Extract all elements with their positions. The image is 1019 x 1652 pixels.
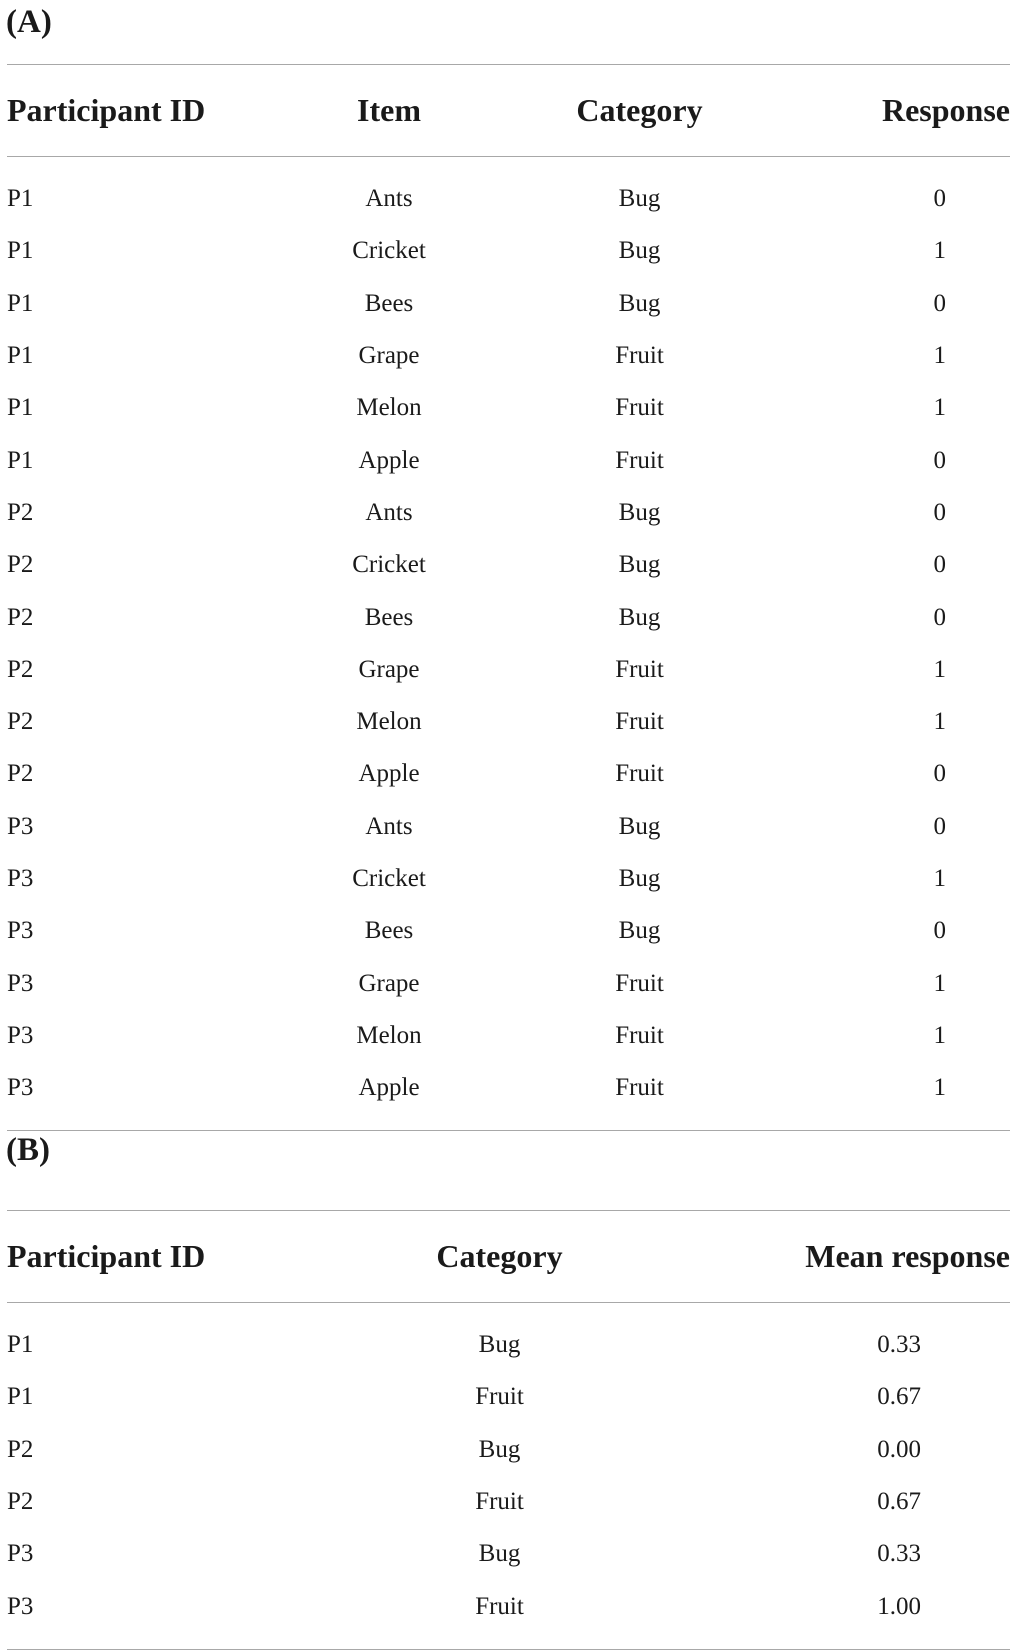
cell-response: 0 — [933, 760, 946, 788]
cell-category: Bug — [618, 603, 661, 631]
cell-item: Bees — [364, 289, 414, 317]
cell-category: Bug — [618, 498, 661, 526]
cell-response: 1 — [933, 394, 946, 422]
cell-item: Ants — [365, 498, 413, 526]
spacer-cell — [7, 1114, 1010, 1131]
spacer-row — [7, 157, 1010, 174]
cell-mean-response: 0.33 — [877, 1331, 921, 1359]
table-row — [7, 801, 1010, 853]
cell-response: 1 — [933, 969, 946, 997]
header-participant-id: Participant ID — [7, 1211, 327, 1303]
table-row — [7, 1062, 1010, 1114]
cell-participant-id: P2 — [7, 655, 34, 683]
cell-category: Bug — [618, 917, 661, 945]
cell-participant-id: P3 — [7, 917, 34, 945]
table-a-body — [7, 157, 1010, 1131]
cell-participant-id: P1 — [7, 446, 34, 474]
cell-category: Bug — [618, 289, 661, 317]
cell-category: Fruit — [615, 446, 664, 474]
cell-item: Apple — [358, 1074, 420, 1102]
table-row — [7, 1424, 1010, 1476]
header-mean-response: Mean response — [652, 1211, 1010, 1303]
cell-category: Fruit — [615, 969, 664, 997]
cell-participant-id: P2 — [7, 760, 34, 788]
spacer-row — [7, 1633, 1010, 1650]
cell-category: Fruit — [615, 394, 664, 422]
cell-participant-id: P2 — [7, 1488, 34, 1516]
cell-participant-id: P1 — [7, 394, 34, 422]
spacer-row — [7, 1303, 1010, 1320]
cell-item: Grape — [358, 655, 420, 683]
table-row — [7, 905, 1010, 957]
cell-category: Fruit — [615, 1074, 664, 1102]
cell-category: Bug — [478, 1331, 521, 1359]
cell-category: Bug — [618, 812, 661, 840]
header-category: Category — [507, 65, 752, 157]
cell-participant-id: P3 — [7, 969, 34, 997]
cell-category: Bug — [478, 1540, 521, 1568]
cell-category: Fruit — [615, 342, 664, 370]
table-row — [7, 434, 1010, 486]
cell-category: Fruit — [615, 1021, 664, 1049]
cell-participant-id: P1 — [7, 289, 34, 317]
header-participant-id: Participant ID — [7, 65, 277, 157]
table-row — [7, 487, 1010, 539]
table-b — [7, 1210, 1010, 1650]
cell-mean-response: 0.00 — [877, 1435, 921, 1463]
cell-mean-response: 1.00 — [877, 1592, 921, 1620]
cell-item: Cricket — [352, 237, 426, 265]
cell-item: Ants — [365, 185, 413, 213]
table-row — [7, 1371, 1010, 1423]
table-row — [7, 853, 1010, 905]
spacer-cell — [7, 1633, 1010, 1650]
cell-category: Bug — [618, 185, 661, 213]
header-response: Response — [752, 65, 1010, 157]
table-row — [7, 173, 1010, 225]
header-item: Item — [277, 65, 507, 157]
cell-item: Cricket — [352, 865, 426, 892]
cell-response: 0 — [933, 603, 946, 631]
cell-item: Melon — [356, 1021, 422, 1049]
section-label-b: (B) — [6, 1132, 50, 1168]
cell-participant-id: P2 — [7, 708, 34, 736]
cell-response: 1 — [933, 865, 946, 892]
cell-participant-id: P2 — [7, 1435, 34, 1463]
cell-category: Fruit — [615, 708, 664, 736]
table-b-body — [7, 1303, 1010, 1650]
cell-participant-id: P3 — [7, 865, 34, 892]
table-a-header-row — [7, 65, 1010, 157]
cell-response: 1 — [933, 237, 946, 265]
cell-category: Fruit — [475, 1383, 524, 1411]
cell-participant-id: P1 — [7, 1331, 34, 1359]
cell-item: Grape — [358, 969, 420, 997]
table-row — [7, 591, 1010, 643]
table-b-header-row — [7, 1211, 1010, 1303]
table-row — [7, 748, 1010, 800]
cell-response: 0 — [933, 551, 946, 579]
table-row — [7, 1319, 1010, 1371]
table-row — [7, 1010, 1010, 1062]
cell-category: Fruit — [615, 655, 664, 683]
cell-item: Melon — [356, 394, 422, 422]
cell-mean-response: 0.67 — [877, 1488, 921, 1516]
spacer-cell — [7, 1303, 1010, 1320]
cell-participant-id: P2 — [7, 551, 34, 579]
cell-category: Bug — [618, 237, 661, 265]
cell-participant-id: P1 — [7, 1383, 34, 1411]
cell-category: Fruit — [615, 760, 664, 788]
spacer-cell — [7, 157, 1010, 174]
table-row — [7, 225, 1010, 277]
cell-participant-id: P3 — [7, 1021, 34, 1049]
cell-response: 1 — [933, 655, 946, 683]
table-row — [7, 696, 1010, 748]
cell-participant-id: P3 — [7, 812, 34, 840]
table-row — [7, 278, 1010, 330]
cell-item: Ants — [365, 812, 413, 840]
cell-item: Grape — [358, 342, 420, 370]
table-a — [7, 64, 1010, 1131]
table-row — [7, 382, 1010, 434]
cell-response: 0 — [933, 446, 946, 474]
cell-response: 1 — [933, 1021, 946, 1049]
header-category: Category — [327, 1211, 652, 1303]
cell-category: Bug — [618, 551, 661, 579]
cell-category: Bug — [618, 865, 661, 892]
cell-item: Cricket — [352, 551, 426, 579]
cell-item: Bees — [364, 603, 414, 631]
cell-response: 1 — [933, 342, 946, 370]
cell-participant-id: P3 — [7, 1540, 34, 1568]
cell-mean-response: 0.67 — [877, 1383, 921, 1411]
cell-category: Fruit — [475, 1488, 524, 1516]
table-row — [7, 1528, 1010, 1580]
table-row — [7, 1476, 1010, 1528]
cell-participant-id: P1 — [7, 342, 34, 370]
table-row — [7, 957, 1010, 1009]
cell-category: Fruit — [475, 1592, 524, 1620]
cell-participant-id: P2 — [7, 603, 34, 631]
cell-response: 1 — [933, 708, 946, 736]
cell-response: 0 — [933, 812, 946, 840]
cell-participant-id: P3 — [7, 1592, 34, 1620]
cell-response: 0 — [933, 185, 946, 213]
cell-participant-id: P3 — [7, 1074, 34, 1102]
section-label-a: (A) — [6, 4, 52, 40]
table-row — [7, 539, 1010, 591]
table-row — [7, 330, 1010, 382]
cell-participant-id: P1 — [7, 237, 34, 265]
cell-item: Apple — [358, 760, 420, 788]
table-row — [7, 644, 1010, 696]
cell-response: 1 — [933, 1074, 946, 1102]
cell-response: 0 — [933, 498, 946, 526]
cell-response: 0 — [933, 917, 946, 945]
cell-participant-id: P2 — [7, 498, 34, 526]
cell-participant-id: P1 — [7, 185, 34, 213]
cell-category: Bug — [478, 1435, 521, 1463]
table-row — [7, 1580, 1010, 1632]
cell-item: Apple — [358, 446, 420, 474]
cell-item: Bees — [364, 917, 414, 945]
spacer-row — [7, 1114, 1010, 1131]
cell-mean-response: 0.33 — [877, 1540, 921, 1568]
cell-item: Melon — [356, 708, 422, 736]
cell-response: 0 — [933, 289, 946, 317]
